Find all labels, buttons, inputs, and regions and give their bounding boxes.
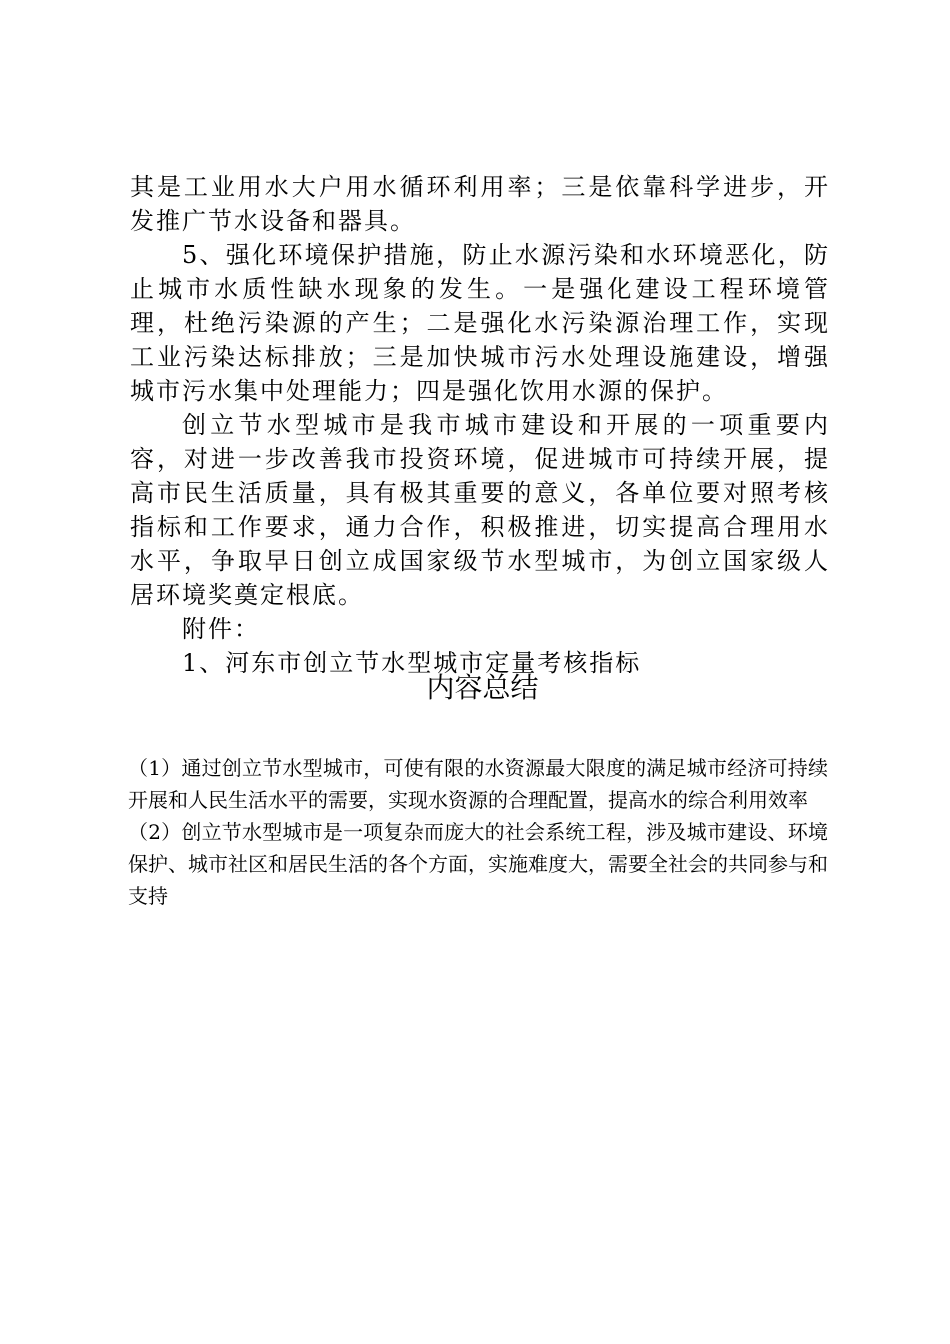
paragraph-continuation: 其是工业用水大户用水循环利用率；三是依靠科学进步，开发推广节水设备和器具。 — [130, 173, 830, 235]
summary-item-2: （2）创立节水型城市是一项复杂而庞大的社会系统工程，涉及城市建设、环境保护、城市社区和居民生活的各个方面，实施难度大，需要全社会的共同参与和支持 — [128, 820, 828, 908]
paragraph-conclusion: 创立节水型城市是我市城市建设和开展的一项重要内容，对进一步改善我市投资环境，促进城市可持续开展，提高市民生活质量，具有极其重要的意义，各单位要对照考核指标和工作要求，通力合作，积极推进，切实提高合理用水水平，争取早日创立成国家级节水型城市，为创立国家级人居环境奖奠定根底。 — [130, 411, 830, 609]
document-body — [130, 170, 830, 680]
summary-section — [128, 752, 828, 912]
attachment-label: 附件： — [182, 615, 260, 643]
paragraph-item-5: 5、强化环境保护措施，防止水源污染和水环境恶化，防止城市水质性缺水现象的发生。一是强化建设工程环境管理，杜绝污染源的产生；二是强化水污染源治理工作，实现工业污染达标排放；三是加快城市污水处理设施建设，增强城市污水集中处理能力；四是强化饮用水源的保护。 — [130, 241, 830, 405]
summary-title: 内容总结 — [426, 671, 539, 704]
summary-item-1: （1）通过创立节水型城市，可使有限的水资源最大限度的满足城市经济可持续开展和人民生活水平的需要，实现水资源的合理配置，提高水的综合利用效率 — [128, 756, 828, 812]
attachment-item-1: 1、河东市创立节水型城市定量考核指标 — [182, 649, 642, 677]
